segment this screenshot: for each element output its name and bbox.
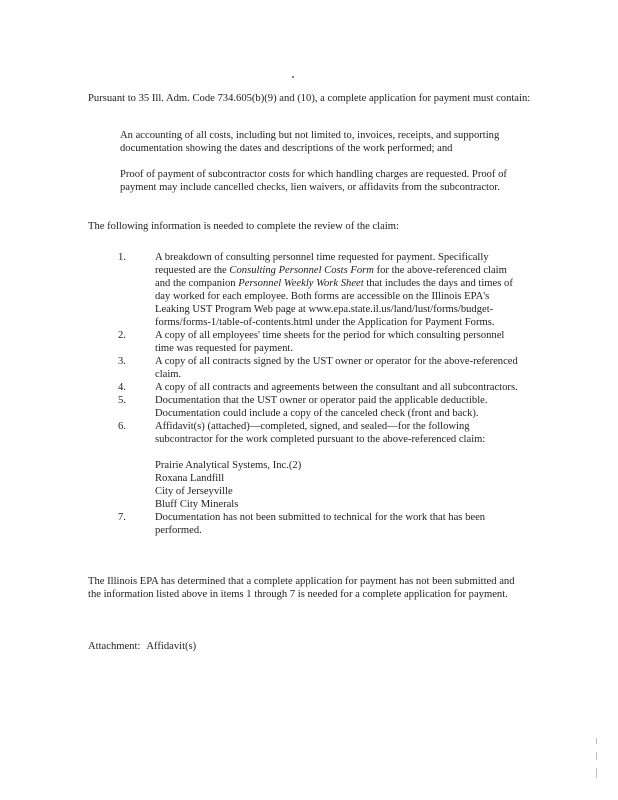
list-item bbox=[118, 381, 518, 394]
item-text: A breakdown of consulting personnel time requested for payment. Specifically requested are the Consulting Personnel Costs Form for the above-referenced claim and the companion Personnel Weekly Work Sheet that includes the days and times of day worked for each employee. Both forms are accessible on the Illinois EPA's Leaking UST Program Web page at www.epa.state.il.us/land/lust/forms/budget-forms/forms-1/table-of-contents.html under the Application for Payment Forms. bbox=[155, 252, 513, 328]
page-speck bbox=[292, 76, 294, 78]
scan-mark bbox=[596, 768, 597, 778]
scan-mark bbox=[596, 752, 597, 760]
item-text: A copy of all contracts and agreements between the consultant and all subcontractors. bbox=[155, 382, 518, 393]
subcontractor-name: City of Jerseyville bbox=[155, 486, 233, 497]
item-number: 4. bbox=[118, 382, 126, 393]
item-text: Affidavit(s) (attached)—completed, signed, and sealed—for the following subcontractor for the work completed pursuant to the above-referenced claim: Prairie Analytical Systems, Inc.(2) Roxana Landfill City of Jerseyville Bluff City Minerals bbox=[155, 420, 518, 511]
list-item bbox=[118, 394, 518, 420]
subcontractor-name: Prairie Analytical Systems, Inc.(2) bbox=[155, 460, 302, 471]
list-item bbox=[118, 355, 518, 381]
attachment-value: Affidavit(s) bbox=[146, 641, 197, 652]
item-number: 2. bbox=[118, 330, 126, 341]
subcontractor-name: Roxana Landfill bbox=[155, 473, 225, 484]
item-number: 3. bbox=[118, 356, 126, 367]
item-text: Documentation that the UST owner or operator paid the applicable deductible. Documentation could include a copy of the canceled check (front and back). bbox=[155, 395, 488, 419]
item-text: A copy of all contracts signed by the UST owner or operator for the above-referenced claim. bbox=[155, 356, 518, 380]
intro-paragraph: Pursuant to 35 Ill. Adm. Code 734.605(b)(9) and (10), a complete application for payment must contain: bbox=[88, 93, 531, 104]
following-info-heading: The following information is needed to complete the review of the claim: bbox=[88, 221, 399, 232]
requirement-accounting: An accounting of all costs, including but not limited to, invoices, receipts, and supporting documentation showing the dates and descriptions of the work performed; and bbox=[120, 130, 500, 154]
item-number: 5. bbox=[118, 395, 126, 406]
list-item bbox=[118, 511, 518, 537]
item-number: 7. bbox=[118, 512, 126, 523]
requirement-proof-of-payment: Proof of payment of subcontractor costs for which handling charges are requested. Proof of payment may include cancelled checks, lien waivers, or affidavits from the subcontractor. bbox=[120, 169, 507, 193]
item-number: 6. bbox=[118, 421, 126, 432]
conclusion-paragraph: The Illinois EPA has determined that a complete application for payment has not been submitted and the information listed above in items 1 through 7 is needed for a complete application for payment. bbox=[88, 576, 515, 600]
item-number: 1. bbox=[118, 252, 126, 263]
list-item bbox=[118, 329, 518, 355]
subcontractor-list bbox=[155, 459, 518, 511]
item-text: A copy of all employees' time sheets for the period for which consulting personnel time was requested for payment. bbox=[155, 330, 505, 354]
attachment-line bbox=[88, 640, 388, 653]
list-item bbox=[118, 251, 518, 329]
form-title: Personnel Weekly Work Sheet bbox=[238, 278, 364, 289]
list-item bbox=[118, 420, 518, 511]
needed-info-list bbox=[118, 251, 518, 537]
subcontractor-name: Bluff City Minerals bbox=[155, 499, 239, 510]
form-title: Consulting Personnel Costs Form bbox=[229, 265, 374, 276]
item-text: Documentation has not been submitted to technical for the work that has been performed. bbox=[155, 512, 486, 536]
scan-mark bbox=[596, 738, 597, 744]
attachment-label: Attachment: bbox=[88, 641, 141, 652]
